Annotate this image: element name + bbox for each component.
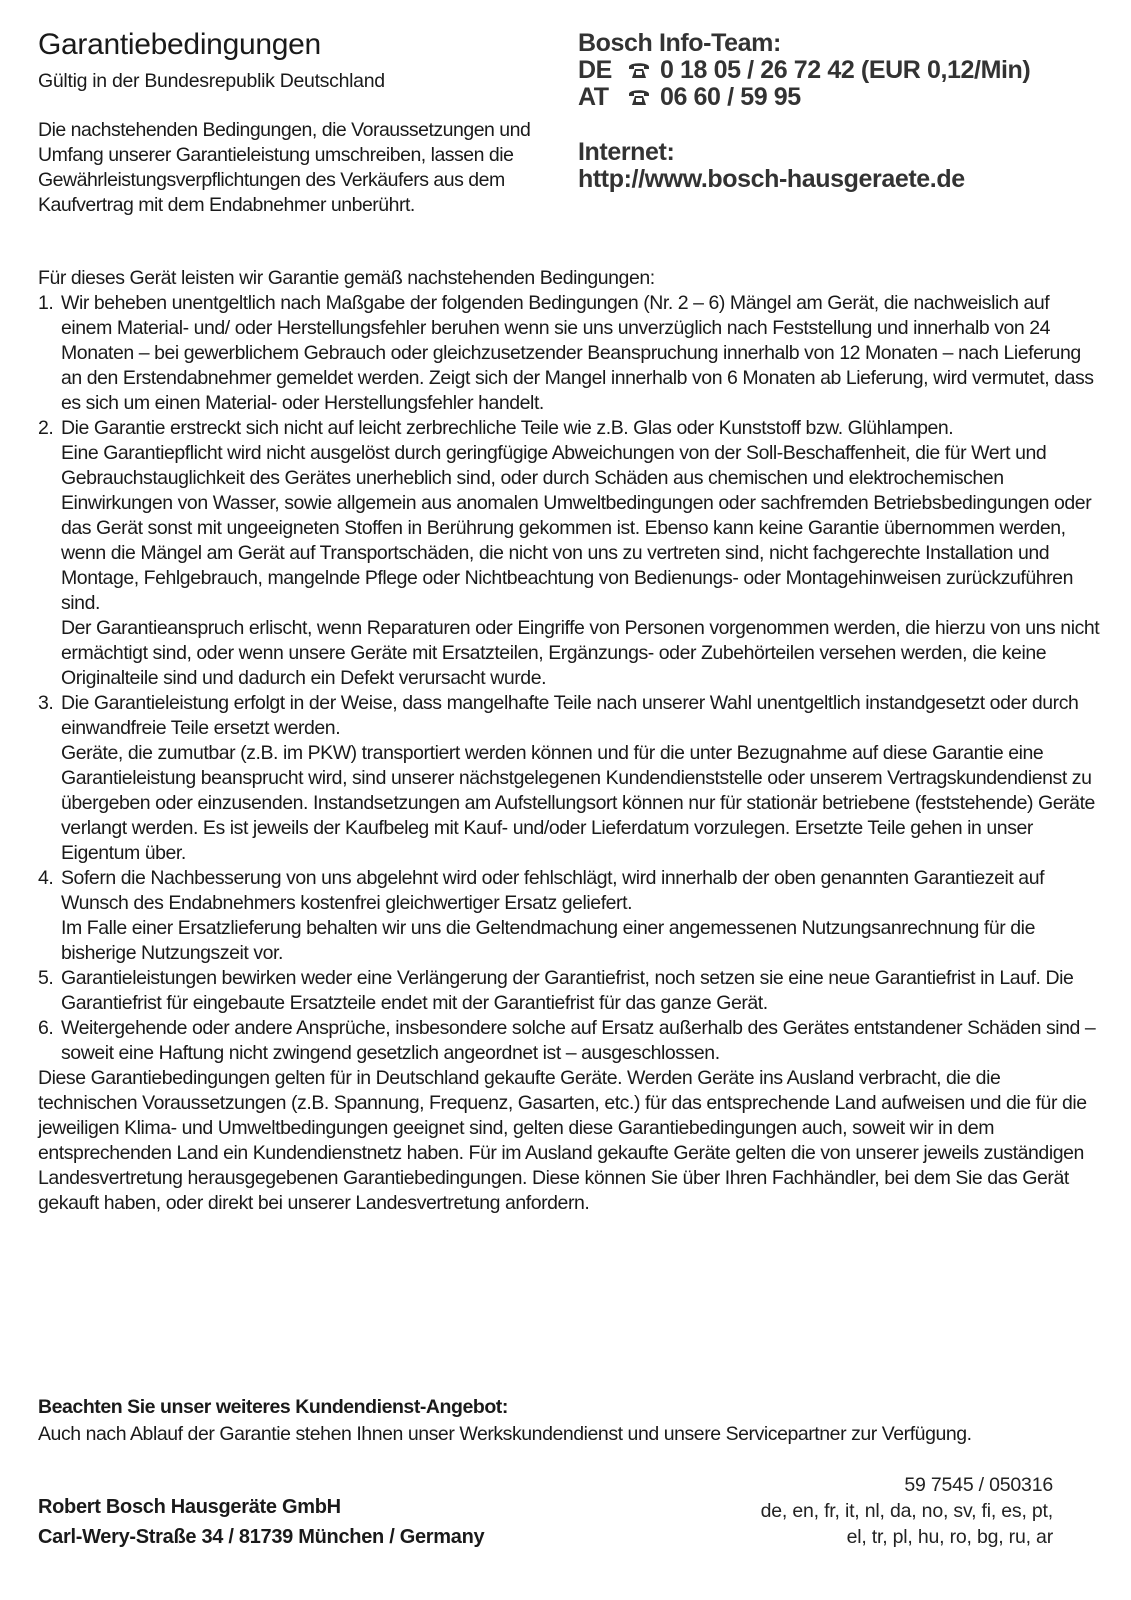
- condition-paragraph: Die Garantieleistung erfolgt in der Weise, dass mangelhafte Teile nach unserer Wahl unentgeltlich instandgesetzt oder durch einwandfreie Teile ersetzt werden.: [61, 692, 1079, 739]
- phone-line-de: [578, 57, 1118, 84]
- telephone-icon: [628, 58, 650, 76]
- condition-item-6: [38, 1016, 1100, 1066]
- language-codes-line-2: el, tr, pl, hu, ro, bg, ru, ar: [846, 1526, 1053, 1548]
- phone-line-at: [578, 84, 1118, 111]
- closing-paragraph: Diese Garantiebedingungen gelten für in Deutschland gekaufte Geräte. Werden Geräte ins Ausland verbracht, die die technischen Voraussetzungen (z.B. Spannung, Frequenz, Gasarten, etc.) für das entsprechende Land aufweisen und die für die jeweiligen Klima- und Umweltbedingungen geeignet sind, gelten diese Garantiebedingungen auch, soweit wir in dem entsprechenden Land ein Kundendienstnetz haben. Für im Ausland gekaufte Geräte gelten die von unserer jeweils zuständigen Landesvertretung herausgegebenen Garantiebedingungen. Diese können Sie über Ihren Fachhändler, bei dem Sie das Gerät gekauft haben, oder direkt bei unserer Landesvertretung anfordern.: [38, 1067, 1087, 1214]
- country-code-de: DE: [578, 56, 612, 84]
- condition-number: 4.: [38, 867, 54, 889]
- condition-paragraph: Eine Garantiepflicht wird nicht ausgelöst durch geringfügige Abweichungen von der Soll-Beschaffenheit, die für Wert und Gebrauchstauglichkeit des Gerätes unerheblich sind, oder durch Schäden aus chemischen und elektrochemischen Einwirkungen von Wasser, sowie allgemein aus anomalen Umweltbedingungen oder sachfremden Betriebsbedingungen oder das Gerät sonst mit ungeeigneten Stoffen in Berührung gekommen ist. Ebenso kann keine Garantie übernommen werden, wenn die Mängel am Gerät auf Transportschäden, die nicht von uns zu vertreten sind, nicht fachgerechte Installation und Montage, Fehlgebrauch, mangelnde Pflege oder Nichtbeachtung von Bedienungs- oder Montagehinweisen zurückzuführen sind.: [61, 442, 1092, 614]
- condition-paragraph: Sofern die Nachbesserung von uns abgelehnt wird oder fehlschlägt, wird innerhalb der oben genannten Garantiezeit auf Wunsch des Endabnehmers kostenfrei gleichwertiger Ersatz geliefert.: [61, 867, 1045, 914]
- condition-number: 5.: [38, 967, 54, 989]
- condition-item-2: [38, 416, 1100, 691]
- document-number: 59 7545 / 050316: [904, 1474, 1053, 1496]
- service-heading: Beachten Sie unser weiteres Kundendienst-Angebot:: [38, 1396, 508, 1418]
- condition-item-4: [38, 866, 1100, 966]
- conditions-list: [38, 291, 1100, 1066]
- condition-number: 2.: [38, 417, 54, 439]
- condition-paragraph: Garantieleistungen bewirken weder eine Verlängerung der Garantiefrist, noch setzen sie eine neue Garantiefrist in Lauf. Die Garantiefrist für eingebaute Ersatzteile endet mit der Garantiefrist für das ganze Gerät.: [61, 967, 1074, 1014]
- condition-paragraph: Der Garantieanspruch erlischt, wenn Reparaturen oder Eingriffe von Personen vorgenommen werden, die hierzu von uns nicht ermächtigt sind, oder wenn unsere Geräte mit Ersatzteilen, Ergänzungs- oder Zubehörteilen versehen werden, die keine Originalteile sind und dadurch ein Defekt verursacht wurde.: [61, 617, 1100, 689]
- company-address: [38, 1492, 484, 1552]
- condition-paragraph: Im Falle einer Ersatzlieferung behalten wir uns die Geltendmachung einer angemessenen Nutzungsanrechnung für die bisherige Nutzungszeit vor.: [61, 917, 1035, 964]
- internet-label: Internet:: [578, 138, 675, 166]
- info-team-title: Bosch Info-Team:: [578, 29, 781, 57]
- condition-item-5: [38, 966, 1100, 1016]
- condition-paragraph: Geräte, die zumutbar (z.B. im PKW) transportiert werden können und für die unter Bezugnahme auf diese Garantie eine Garantieleistung beansprucht wird, sind unserer nächstgelegenen Kundendienststelle oder unserem Vertragskundendienst zu übergeben oder einzusenden. Instandsetzungen am Aufstellungsort können nur für stationär betriebene (feststehende) Geräte verlangt werden. Es ist jeweils der Kaufbeleg mit Kauf- und/oder Lieferdatum vorzulegen. Ersetzte Teile gehen in unser Eigentum über.: [61, 742, 1095, 864]
- country-code-at: AT: [578, 83, 609, 111]
- page-title: Garantiebedingungen: [38, 28, 321, 61]
- website-link[interactable]: http://www.bosch-hausgeraete.de: [578, 165, 965, 193]
- document-info: [761, 1472, 1053, 1550]
- service-section: [38, 1395, 1100, 1449]
- service-text: Auch nach Ablauf der Garantie stehen Ihnen unser Werkskundendienst und unsere Servicepartner zur Verfügung.: [38, 1423, 972, 1445]
- condition-number: 1.: [38, 292, 54, 314]
- condition-paragraph: Weitergehende oder andere Ansprüche, insbesondere solche auf Ersatz außerhalb des Gerätes entstandener Schäden sind – soweit eine Haftung nicht zwingend gesetzlich angeordnet ist – ausgeschlossen.: [61, 1017, 1096, 1064]
- phone-number-de[interactable]: 0 18 05 / 26 72 42 (EUR 0,12/Min): [660, 56, 1031, 84]
- telephone-icon: [628, 85, 650, 103]
- info-box: [578, 30, 1118, 193]
- condition-paragraph: Wir beheben unentgeltlich nach Maßgabe der folgenden Bedingungen (Nr. 2 – 6) Mängel am Gerät, die nachweislich auf einem Material- und/ oder Herstellungsfehler beruhen wenn sie uns unverzüglich nach Feststellung und innerhalb von 24 Monaten – bei gewerblichem Gebrauch oder gleichzusetzender Beanspruchung innerhalb von 12 Monaten – nach Lieferung an den Erstendabnehmer gemeldet werden. Zeigt sich der Mangel innerhalb von 6 Monaten ab Lieferung, wird vermutet, dass es sich um einen Material- oder Herstellungsfehler handelt.: [61, 292, 1094, 414]
- company-street: Carl-Wery-Straße 34 / 81739 München / Germany: [38, 1526, 485, 1548]
- phone-number-at[interactable]: 06 60 / 59 95: [660, 83, 801, 111]
- header-left: [38, 26, 538, 218]
- condition-number: 6.: [38, 1017, 54, 1039]
- intro-paragraph: Die nachstehenden Bedingungen, die Voraussetzungen und Umfang unserer Garantieleistung umschreiben, lassen die Gewährleistungsverpflichtungen des Verkäufers aus dem Kaufvertrag mit dem Endabnehmer unberührt.: [38, 119, 531, 216]
- language-codes-line-1: de, en, fr, it, nl, da, no, sv, fi, es, pt,: [760, 1500, 1053, 1522]
- company-name: Robert Bosch Hausgeräte GmbH: [38, 1496, 341, 1518]
- page-subtitle: Gültig in der Bundesrepublik Deutschland: [38, 70, 385, 92]
- condition-item-1: [38, 291, 1100, 416]
- condition-item-3: [38, 691, 1100, 866]
- condition-number: 3.: [38, 692, 54, 714]
- condition-paragraph: Die Garantie erstreckt sich nicht auf leicht zerbrechliche Teile wie z.B. Glas oder Kunststoff bzw. Glühlampen.: [61, 417, 954, 439]
- conditions-section: [38, 266, 1100, 1216]
- conditions-lead: Für dieses Gerät leisten wir Garantie gemäß nachstehenden Bedingungen:: [38, 267, 655, 289]
- internet-block: [578, 139, 1118, 193]
